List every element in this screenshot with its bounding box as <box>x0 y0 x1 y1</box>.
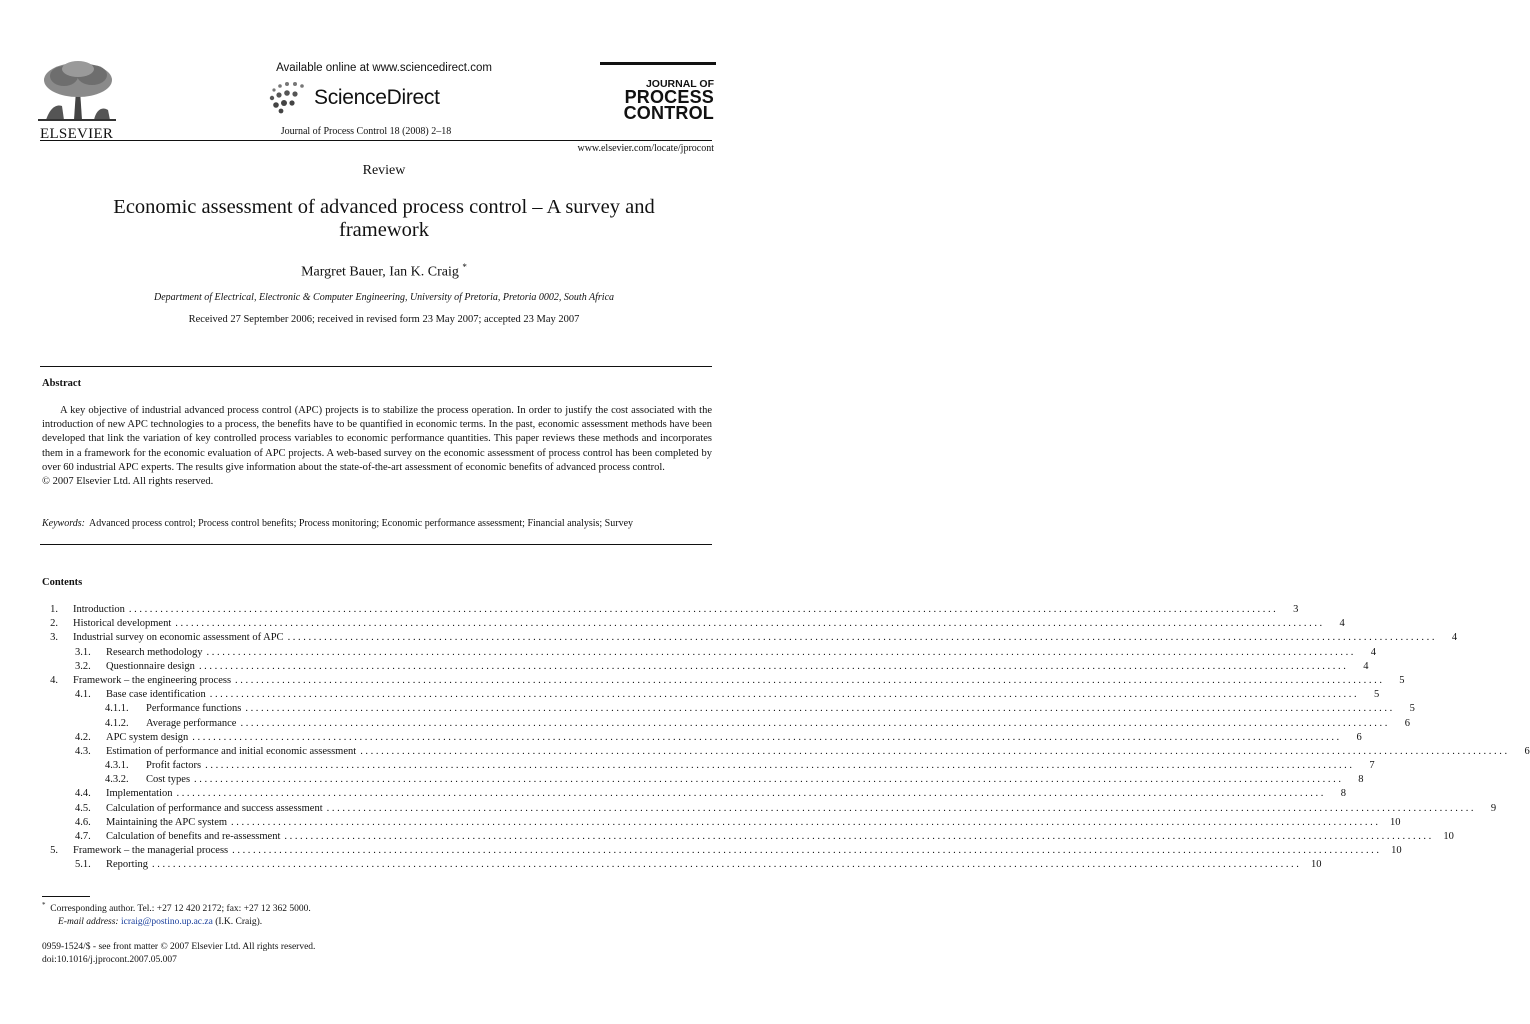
toc-entry[interactable] <box>42 802 1497 816</box>
sciencedirect-logo <box>268 80 458 114</box>
toc-leader: ............................................................................................................................................................................................................................ <box>287 632 1438 644</box>
footnote-text: Corresponding author. Tel.: +27 12 420 2172; fax: +27 12 362 5000. <box>50 904 311 915</box>
toc-number <box>42 702 130 716</box>
toc-leader: ............................................................................................................................................................................................................................ <box>152 859 1302 871</box>
abstract-body <box>42 404 712 489</box>
toc-number: 1. <box>50 604 58 615</box>
article-title: Economic assessment of advanced process control – A survey and framework <box>113 196 655 241</box>
front-matter-info <box>42 941 315 967</box>
corresponding-author-mark[interactable]: * <box>462 262 467 272</box>
toc-page-number: 4 <box>1363 660 1369 672</box>
toc-title: Introduction <box>73 604 125 615</box>
toc-number-text: 4.1. <box>75 689 91 701</box>
article-authors <box>0 262 768 281</box>
toc-entry[interactable] <box>42 731 1362 745</box>
footnote-line2 <box>42 916 702 929</box>
available-online-text: Available online at www.sciencedirect.com <box>276 62 492 74</box>
sciencedirect-dots-icon <box>268 80 312 114</box>
toc-leader: ............................................................................................................................................................................................................................ <box>284 831 1434 842</box>
toc-page-number: 10 <box>1443 831 1454 842</box>
toc-number-text: 4.3. <box>75 745 91 757</box>
toc-page-number: 7 <box>1369 760 1375 772</box>
email-label: E-mail address: <box>58 917 119 928</box>
toc-number <box>42 688 91 702</box>
header-rule <box>40 140 712 141</box>
toc-title: Implementation <box>106 788 173 800</box>
toc-page-number: 10 <box>1311 859 1322 871</box>
toc-title: Average performance <box>146 717 237 729</box>
toc-entry[interactable] <box>42 674 1405 688</box>
footnote-mark: * <box>42 901 46 909</box>
abstract-bottom-rule <box>40 544 712 545</box>
toc-number <box>42 646 91 660</box>
toc-number <box>42 773 130 787</box>
abstract-copyright: © 2007 Elsevier Ltd. All rights reserved. <box>42 476 214 488</box>
toc-page-number: 4 <box>1339 618 1345 630</box>
toc-entry[interactable] <box>42 702 1415 716</box>
toc-number: 5. <box>50 845 58 857</box>
toc-entry[interactable] <box>42 745 1530 759</box>
toc-leader: ............................................................................................................................................................................................................................ <box>206 646 1357 658</box>
toc-page-number: 5 <box>1373 689 1380 701</box>
toc-title: Historical development <box>73 618 172 630</box>
authors-text: Margret Bauer, Ian K. Craig <box>301 264 459 280</box>
toc-number <box>42 858 91 872</box>
toc-page-number: 10 <box>1390 816 1401 828</box>
toc-entry[interactable] <box>42 858 1322 872</box>
toc-page-number: 6 <box>1356 731 1362 743</box>
toc-number-text: 4.3.2. <box>105 774 129 786</box>
toc-entry[interactable] <box>42 660 1369 674</box>
toc-title: Profit factors <box>146 760 202 772</box>
footnote <box>42 899 702 929</box>
journal-logo <box>600 62 716 127</box>
toc-page-number: 4 <box>1370 646 1377 658</box>
toc-number-text: 4.2. <box>75 731 91 743</box>
abstract-paragraph: A key objective of industrial advanced process control (APC) projects is to stabilize the process operation. In order to justify the cost associated with the introduction of new APC technologies to a process, the benefits have to be quantified in economic terms. In the past, economic assessment methods have been developed that link the variation of key controlled process variables to economic performance quantities. This paper reviews these methods and incorporates them in a framework for the economic evaluation of APC projects. A web-based survey on the economic assessment of process control has been completed by over 60 industrial APC experts. The results give information about the state-of-the-art assessment of economic benefits of advanced process control. <box>42 405 712 473</box>
toc-page-number: 3 <box>1293 604 1299 615</box>
article-dates: Received 27 September 2006; received in revised form 23 May 2007; accepted 23 May 2007 <box>188 314 580 325</box>
toc-leader: ............................................................................................................................................................................................................................ <box>245 703 1395 715</box>
toc-number-text: 4.3.1. <box>105 760 129 772</box>
toc-title: Framework – the managerial process <box>73 845 229 857</box>
toc-entry[interactable] <box>42 830 1454 844</box>
keywords <box>42 518 712 529</box>
toc-entry[interactable] <box>42 816 1401 830</box>
toc-number-text: 3.2. <box>75 660 91 672</box>
toc-leader: ............................................................................................................................................................................................................................ <box>198 660 1349 672</box>
toc-leader: ............................................................................................................................................................................................................................ <box>231 816 1381 828</box>
toc-number <box>42 660 91 674</box>
toc-leader: ............................................................................................................................................................................................................................ <box>209 689 1360 701</box>
toc-page-number: 5 <box>1399 674 1405 686</box>
toc-entry[interactable] <box>42 844 1402 858</box>
toc-number-text: 3.1. <box>75 646 91 658</box>
toc-entry[interactable] <box>42 617 1345 631</box>
toc-number-text: 4.7. <box>75 831 91 842</box>
journal-logo-line1: JOURNAL OF <box>645 78 714 90</box>
doi-line: doi:10.1016/j.jprocont.2007.05.007 <box>42 955 177 965</box>
keywords-label: Keywords: <box>42 518 85 529</box>
toc-entry[interactable] <box>42 759 1375 773</box>
toc-number-text: 4.1.1. <box>105 703 129 715</box>
issn-line: 0959-1524/$ - see front matter © 2007 Elsevier Ltd. All rights reserved. <box>42 942 316 952</box>
email-suffix: (I.K. Craig). <box>215 917 263 928</box>
toc-number-text: 4.4. <box>75 788 91 800</box>
toc-title: Questionnaire design <box>106 660 195 672</box>
journal-citation: Journal of Process Control 18 (2008) 2–18 <box>280 126 452 137</box>
toc-number-text: 4.5. <box>75 802 91 814</box>
toc-number <box>42 802 91 816</box>
toc-number <box>42 759 130 773</box>
toc-title: Industrial survey on economic assessment of APC <box>73 632 284 644</box>
article-section: Review <box>362 163 406 178</box>
toc-title: Cost types <box>146 774 191 786</box>
toc-number <box>42 731 91 745</box>
toc-leader: ............................................................................................................................................................................................................................ <box>194 774 1344 786</box>
toc-page-number: 6 <box>1524 745 1530 757</box>
toc-leader: ............................................................................................................................................................................................................................ <box>326 802 1477 814</box>
journal-url[interactable]: www.elsevier.com/locate/jprocont <box>577 143 714 154</box>
toc-leader: ............................................................................................................................................................................................................................ <box>128 604 1279 615</box>
toc-entry[interactable] <box>42 688 1380 702</box>
toc-number-text: 4.1.2. <box>105 717 129 729</box>
toc-page-number: 6 <box>1404 717 1410 729</box>
toc-page-number: 4 <box>1451 632 1458 644</box>
journal-logo-line3: CONTROL <box>623 103 714 123</box>
journal-logo-line2: PROCESS <box>624 87 714 107</box>
toc-title: Framework – the engineering process <box>73 674 232 686</box>
email-link[interactable]: icraig@postino.up.ac.za <box>120 917 213 928</box>
affiliation: Department of Electrical, Electronic & Computer Engineering, University of Pretoria, Pretoria 0002, South Africa <box>153 292 615 303</box>
toc-entry[interactable] <box>42 773 1364 787</box>
toc-title: Estimation of performance and initial economic assessment <box>106 745 357 757</box>
sciencedirect-wordmark: ScienceDirect <box>314 86 440 109</box>
toc-entry[interactable] <box>42 603 1299 617</box>
toc-number-text: 5.1. <box>75 859 91 871</box>
toc-entry[interactable] <box>42 787 1346 801</box>
toc-number: 2. <box>50 618 58 630</box>
contents-heading: Contents <box>42 577 83 588</box>
toc-number <box>42 745 91 759</box>
toc-title: Research methodology <box>106 646 203 658</box>
toc-leader: ............................................................................................................................................................................................................................ <box>360 745 1510 757</box>
toc-leader: ............................................................................................................................................................................................................................ <box>192 731 1342 743</box>
toc-number <box>42 717 130 731</box>
publisher-name: ELSEVIER <box>40 126 114 142</box>
toc-entry[interactable] <box>42 646 1377 660</box>
toc-title: Calculation of performance and success assessment <box>106 802 323 814</box>
toc-title: Maintaining the APC system <box>106 816 228 828</box>
toc-number <box>42 830 91 844</box>
toc-page-number: 8 <box>1340 788 1346 800</box>
table-of-contents <box>42 603 1530 873</box>
toc-entry[interactable] <box>42 631 1458 645</box>
keywords-text: Advanced process control; Process control benefits; Process monitoring; Economic performance assessment; Financial analysis; Survey <box>88 518 634 529</box>
toc-leader: ............................................................................................................................................................................................................................ <box>235 674 1385 686</box>
toc-number: 3. <box>50 632 58 644</box>
toc-page-number: 5 <box>1409 703 1415 715</box>
toc-title: Reporting <box>106 859 148 871</box>
abstract-top-rule <box>40 366 712 367</box>
toc-number: 4. <box>50 674 58 686</box>
toc-entry[interactable] <box>42 717 1410 731</box>
toc-page-number: 9 <box>1490 802 1497 814</box>
toc-leader: ............................................................................................................................................................................................................................ <box>232 845 1382 857</box>
toc-page-number: 8 <box>1358 774 1364 786</box>
toc-number-text: 4.6. <box>75 816 91 828</box>
footnote-line1 <box>42 899 702 916</box>
toc-title: Base case identification <box>106 689 206 701</box>
toc-title: Calculation of benefits and re-assessment <box>106 831 281 842</box>
abstract-heading: Abstract <box>42 378 82 389</box>
toc-title: Performance functions <box>146 703 242 715</box>
toc-leader: ............................................................................................................................................................................................................................ <box>176 788 1326 800</box>
toc-leader: ............................................................................................................................................................................................................................ <box>205 760 1355 772</box>
toc-title: APC system design <box>106 731 189 743</box>
toc-leader: ............................................................................................................................................................................................................................ <box>240 717 1390 729</box>
toc-leader: ............................................................................................................................................................................................................................ <box>175 618 1325 630</box>
toc-number <box>42 816 91 830</box>
toc-number <box>42 787 91 801</box>
toc-page-number: 10 <box>1391 845 1402 857</box>
footnote-rule <box>42 896 90 897</box>
